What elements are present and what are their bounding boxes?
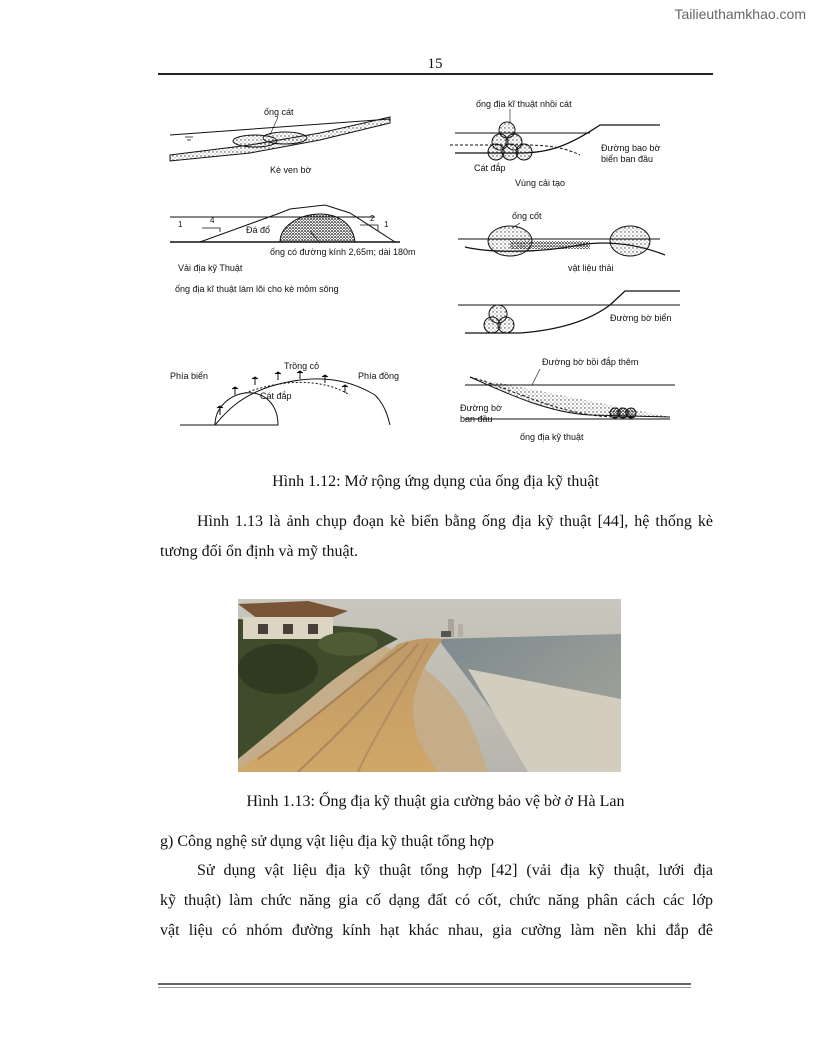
figure-1-12-diagram [160, 95, 720, 455]
p5-waste-label: vật liệu thải [568, 263, 614, 273]
figure-1-12-caption: Hình 1.12: Mở rộng ứng dụng của ống địa kỹ thuật [272, 473, 599, 490]
paragraph-2-line-2: kỹ thuật) làm chức năng gia cố dạng đất có cốt, chức năng phân cách các lớp [160, 892, 713, 909]
svg-text:2: 2 [370, 214, 375, 223]
p1-tube-label: ống cát [264, 107, 294, 117]
watermark: Tailieuthamkhao.com [674, 6, 806, 22]
panel-ong-cot [458, 211, 665, 273]
footer-rule-thin [158, 987, 691, 988]
svg-text:1: 1 [384, 220, 389, 229]
p2-tube-label: ống có đường kính 2,65m; dài 180m [270, 247, 416, 257]
p1-main-label: Kè ven bờ [270, 165, 312, 175]
panel-ke-ven-bo [170, 107, 390, 175]
figure-1-13-photo [238, 599, 621, 772]
page-number: 15 [427, 56, 443, 72]
p4-shore-label: Đường bao bờ [601, 143, 661, 153]
p4-zone-label: Vùng cải tạo [515, 178, 566, 188]
panel-ke-mom-song [170, 205, 416, 294]
p5-tube-label: ống cốt [512, 211, 542, 221]
p3-grass-label: Trồng cỏ [284, 361, 320, 371]
paragraph-1: Hình 1.13 là ảnh chụp đoạn kè biển bằng ống địa kỹ thuật [44], hệ thống kè tương đối ổn định và mỹ thuật. [160, 513, 713, 560]
svg-text:1: 1 [178, 220, 183, 229]
p3-fill-label: Cát đắp [260, 391, 292, 401]
p2-caption-label: ống địa kĩ thuật làm lõi cho kè mỏm sông [175, 284, 339, 294]
p4-shore2-label: biển ban đầu [601, 154, 654, 164]
p7-new-shore-label: Đường bờ bồi đắp thêm [542, 357, 639, 367]
panel-boi-dap [460, 357, 675, 442]
section-heading: g) Công nghệ sử dụng vật liệu địa kỹ thuật tổng hợp [160, 833, 494, 850]
p3-sea-label: Phía biển [170, 371, 209, 381]
paragraph-2-line-1: Sử dụng vật liệu địa kỹ thuật tổng hợp [42] (vải địa kỹ thuật, lưới địa [197, 862, 713, 879]
p7-tube-label: ống địa kỹ thuật [520, 432, 584, 442]
p2-rock-label: Đá đổ [246, 225, 271, 235]
p7-orig2-label: ban đầu [460, 414, 493, 424]
p4-tube-label: ống địa kĩ thuật nhồi cát [476, 99, 572, 109]
panel-ong-nhoi-cat [450, 99, 660, 188]
paragraph-2-line-3: vật liệu có nhóm đường kính hạt khác nhau, gia cường làm nền khi đắp đê [160, 922, 713, 939]
p6-shore-label: Đường bờ biển [610, 313, 672, 323]
panel-trong-co [170, 361, 399, 425]
p2-fabric-label: Vải địa kỹ Thuật [178, 263, 243, 273]
figure-1-13-caption: Hình 1.13: Ống địa kỹ thuật gia cường bảo vệ bờ ở Hà Lan [246, 793, 625, 810]
svg-text:4: 4 [210, 216, 215, 225]
p4-fill-label: Cát đắp [474, 163, 506, 173]
panel-duong-bo-bien [458, 291, 680, 333]
p7-orig-label: Đường bờ [460, 403, 502, 413]
header-rule [158, 73, 713, 75]
footer-rule [158, 983, 691, 985]
p3-land-label: Phía đồng [358, 371, 400, 381]
